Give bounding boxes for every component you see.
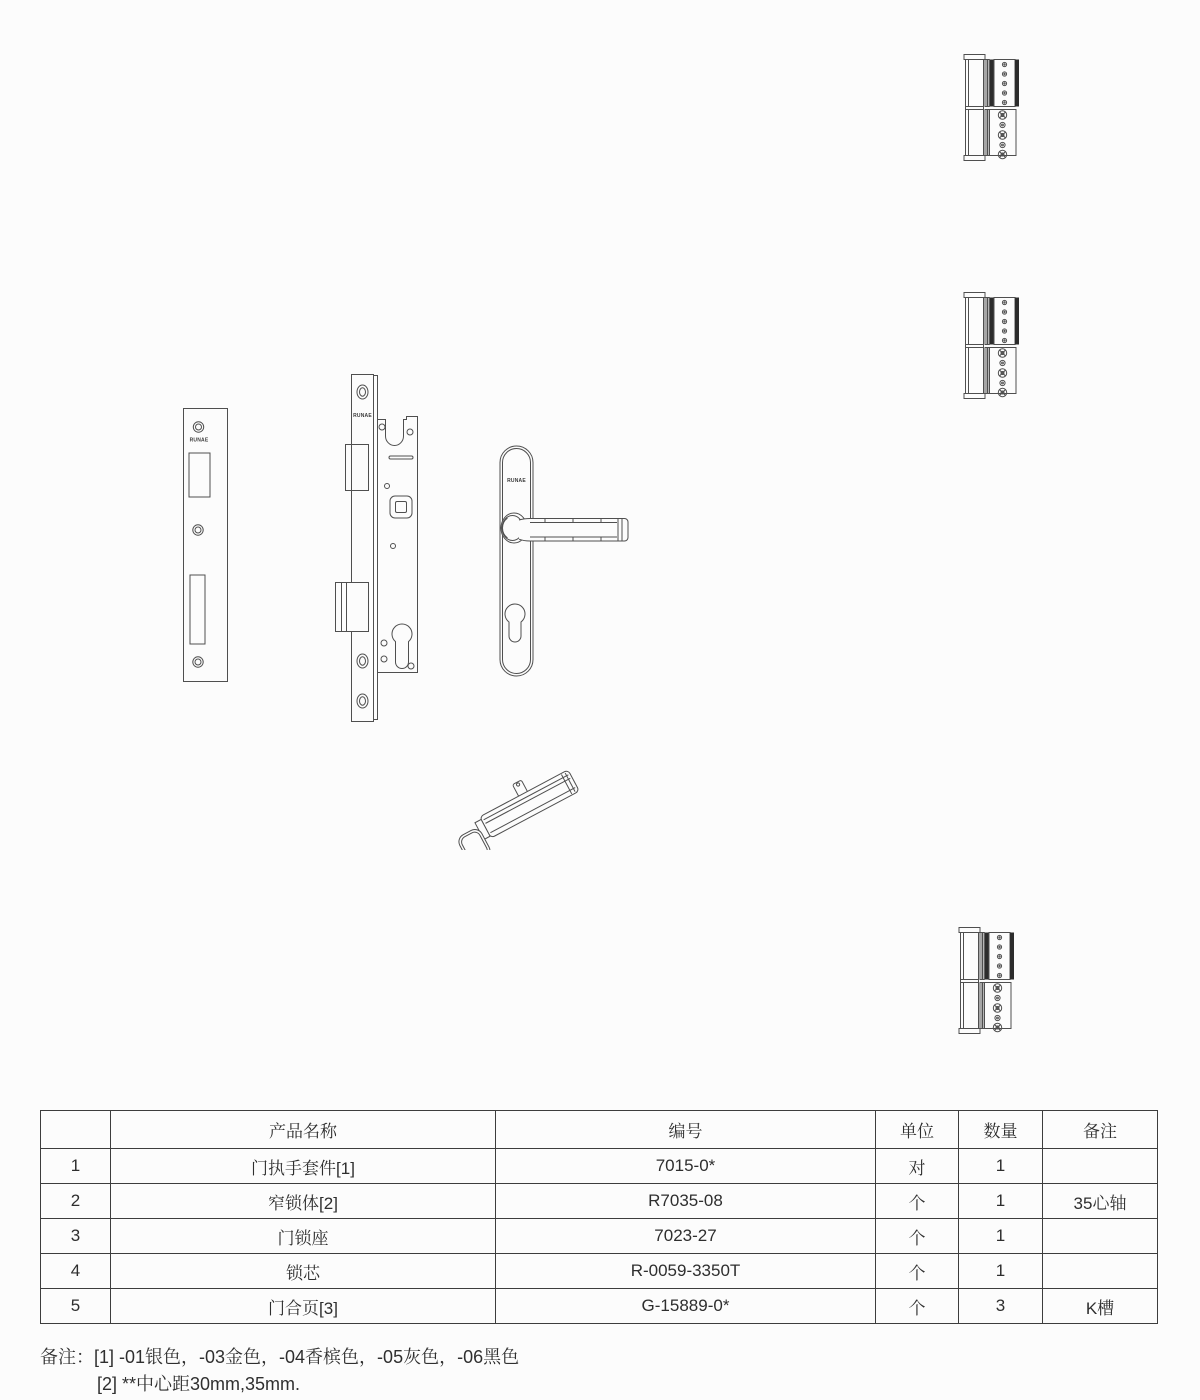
cell-remark: K槽 (1043, 1289, 1158, 1324)
cell-remark: 35心轴 (1043, 1184, 1158, 1219)
footnote-line-1 (40, 1344, 519, 1371)
handle-drawing (498, 444, 632, 680)
col-header-unit: 单位 (876, 1111, 959, 1149)
brand-logo: RUNAE (353, 413, 372, 419)
cell-unit: 个 (876, 1219, 959, 1254)
cell-quantity: 1 (959, 1254, 1043, 1289)
cell-index: 4 (41, 1254, 111, 1289)
cell-remark (1043, 1149, 1158, 1184)
footnotes (40, 1344, 519, 1398)
footnote-text: [1] -01银色，-03金色，-04香槟色，-05灰色，-06黑色 (94, 1347, 520, 1367)
col-header-code: 编号 (496, 1111, 876, 1149)
table-row (41, 1219, 1158, 1254)
hinge-drawing-1 (963, 51, 1021, 161)
cell-product: 窄锁体[2] (111, 1184, 496, 1219)
table-row (41, 1184, 1158, 1219)
col-header-product-name: 产品名称 (111, 1111, 496, 1149)
cell-quantity: 1 (959, 1184, 1043, 1219)
cell-remark (1043, 1254, 1158, 1289)
cell-code: G-15889-0* (496, 1289, 876, 1324)
table-row (41, 1149, 1158, 1184)
col-header-quantity: 数量 (959, 1111, 1043, 1149)
cell-index: 3 (41, 1219, 111, 1254)
cell-quantity: 1 (959, 1149, 1043, 1184)
table-row (41, 1254, 1158, 1289)
cell-quantity: 1 (959, 1219, 1043, 1254)
parts-table (40, 1110, 1158, 1324)
brand-logo: RUNAE (507, 478, 526, 484)
cell-unit: 个 (876, 1254, 959, 1289)
cell-unit: 个 (876, 1289, 959, 1324)
cell-code: R-0059-3350T (496, 1254, 876, 1289)
hinge-drawing-3 (958, 924, 1016, 1034)
col-header-remark: 备注 (1043, 1111, 1158, 1149)
table-row (41, 1289, 1158, 1324)
footnote-label: 备注： (40, 1347, 94, 1367)
table-header-row (41, 1111, 1158, 1149)
cell-unit: 个 (876, 1184, 959, 1219)
cell-quantity: 3 (959, 1289, 1043, 1324)
cell-code: 7023-27 (496, 1219, 876, 1254)
cylinder-drawing (455, 750, 585, 850)
cell-index: 2 (41, 1184, 111, 1219)
cell-index: 5 (41, 1289, 111, 1324)
cell-code: 7015-0* (496, 1149, 876, 1184)
cell-product: 门合页[3] (111, 1289, 496, 1324)
strike-plate-drawing (183, 408, 228, 682)
footnote-text: [2] **中心距30mm,35mm. (97, 1374, 301, 1394)
cell-unit: 对 (876, 1149, 959, 1184)
cell-code: R7035-08 (496, 1184, 876, 1219)
cell-index: 1 (41, 1149, 111, 1184)
cell-remark (1043, 1219, 1158, 1254)
cell-product: 门锁座 (111, 1219, 496, 1254)
cell-product: 门执手套件[1] (111, 1149, 496, 1184)
brand-logo: RUNAE (189, 437, 209, 444)
footnote-line-2 (40, 1371, 519, 1398)
cell-product: 锁芯 (111, 1254, 496, 1289)
hinge-drawing-2 (963, 289, 1021, 399)
lock-body-drawing (333, 372, 433, 724)
col-header-index (41, 1111, 111, 1149)
